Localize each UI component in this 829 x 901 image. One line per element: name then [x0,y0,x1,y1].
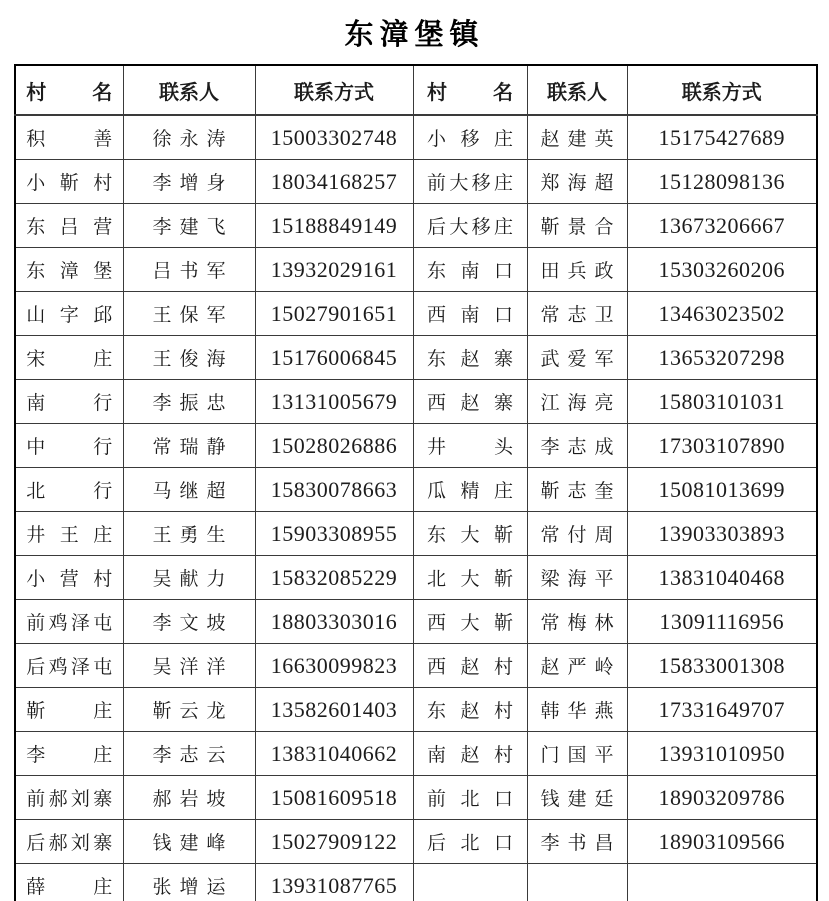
village-name: 积善 [26,129,113,150]
village-cell [15,160,123,204]
table-row [15,204,817,248]
phone-cell: 13831040468 [627,556,817,600]
village-cell [413,644,527,688]
contact-cell: 常志卫 [527,292,627,336]
table-row [15,556,817,600]
village-name: 西赵寨 [427,393,513,414]
village-name: 前郝刘寨 [26,789,113,810]
phone-cell: 17331649707 [627,688,817,732]
phone-cell: 13931010950 [627,732,817,776]
village-name: 后鸡泽屯 [26,657,113,678]
contact-cell: 王保军 [123,292,255,336]
village-name: 东赵村 [427,701,513,722]
header-row [15,65,817,115]
contact-cell: 钱建廷 [527,776,627,820]
phone-cell: 15028026886 [255,424,413,468]
header-cell-phone-right: 联系方式 [627,65,817,115]
phone-cell: 15027909122 [255,820,413,864]
village-name: 小移庄 [427,129,513,150]
header-village-label: 村名 [427,81,513,104]
contact-cell: 吴献力 [123,556,255,600]
contact-cell: 徐永涛 [123,115,255,160]
village-cell [413,688,527,732]
village-cell [413,820,527,864]
phone-cell [627,864,817,901]
village-name: 靳庄 [26,701,113,722]
contact-cell: 李增身 [123,160,255,204]
village-name: 井王庄 [26,525,113,546]
village-cell [15,204,123,248]
phone-cell: 13131005679 [255,380,413,424]
phone-cell: 15027901651 [255,292,413,336]
village-name: 宋庄 [26,349,113,370]
village-cell [413,468,527,512]
village-name: 西大靳 [427,613,513,634]
contact-cell: 韩华燕 [527,688,627,732]
village-cell [15,644,123,688]
village-cell [413,732,527,776]
village-name: 东大靳 [427,525,513,546]
phone-cell: 13673206667 [627,204,817,248]
village-cell [413,204,527,248]
phone-cell: 18034168257 [255,160,413,204]
village-name: 山字邱 [26,305,113,326]
phone-cell: 16630099823 [255,644,413,688]
phone-cell: 13831040662 [255,732,413,776]
phone-cell: 15803101031 [627,380,817,424]
phone-cell: 15303260206 [627,248,817,292]
header-village-label: 村名 [26,81,113,104]
village-name: 西赵村 [427,657,513,678]
table-row [15,644,817,688]
phone-cell: 15833001308 [627,644,817,688]
table-row [15,468,817,512]
village-cell [413,248,527,292]
phone-cell: 15903308955 [255,512,413,556]
contact-cell: 李志云 [123,732,255,776]
phone-cell: 13932029161 [255,248,413,292]
village-cell [413,160,527,204]
table-row [15,336,817,380]
village-name: 后大移庄 [427,217,513,238]
contact-cell: 门国平 [527,732,627,776]
table-row [15,776,817,820]
contact-cell: 赵严岭 [527,644,627,688]
header-cell-village-right [413,65,527,115]
village-name: 瓜精庄 [427,481,513,502]
village-cell [413,292,527,336]
contact-cell: 李建飞 [123,204,255,248]
contact-cell: 张增运 [123,864,255,901]
table-row [15,424,817,468]
contact-cell: 李振忠 [123,380,255,424]
contact-cell: 靳景合 [527,204,627,248]
village-cell [15,776,123,820]
contact-cell: 钱建峰 [123,820,255,864]
contact-cell: 吕书军 [123,248,255,292]
table-row [15,732,817,776]
village-cell [15,732,123,776]
contact-cell: 常瑞静 [123,424,255,468]
phone-cell: 15128098136 [627,160,817,204]
page-title: 东漳堡镇 [344,19,485,51]
village-cell [15,248,123,292]
phone-cell: 15003302748 [255,115,413,160]
village-name: 北大靳 [427,569,513,590]
phone-cell: 15830078663 [255,468,413,512]
phone-cell: 13653207298 [627,336,817,380]
village-cell [15,424,123,468]
village-cell [413,424,527,468]
village-cell [15,864,123,901]
phone-cell: 15176006845 [255,336,413,380]
table-body [15,115,817,901]
village-cell [15,556,123,600]
village-cell [413,512,527,556]
village-name: 李庄 [26,745,113,766]
village-cell [15,468,123,512]
village-cell [413,864,527,901]
contact-cell: 马继超 [123,468,255,512]
table-row [15,115,817,160]
village-cell [15,115,123,160]
village-cell [15,512,123,556]
phone-cell: 18803303016 [255,600,413,644]
village-name: 前北口 [427,789,513,810]
village-name: 东漳堡 [26,261,113,282]
table-row [15,512,817,556]
village-name: 后郝刘寨 [26,833,113,854]
table-row [15,160,817,204]
village-name: 小靳村 [26,173,113,194]
contact-cell: 靳志奎 [527,468,627,512]
contact-cell: 靳云龙 [123,688,255,732]
table-row [15,688,817,732]
village-name: 小营村 [26,569,113,590]
village-name: 前鸡泽屯 [26,613,113,634]
phone-cell: 13582601403 [255,688,413,732]
contacts-table [14,64,818,901]
village-name: 南行 [26,393,113,414]
contact-cell: 常梅林 [527,600,627,644]
table-row [15,248,817,292]
contact-cell: 王俊海 [123,336,255,380]
phone-cell: 13463023502 [627,292,817,336]
table-header [15,65,817,115]
contact-cell: 吴洋洋 [123,644,255,688]
village-name: 后北口 [427,833,513,854]
village-name: 北行 [26,481,113,502]
contact-cell: 常付周 [527,512,627,556]
village-cell [413,380,527,424]
village-cell [413,115,527,160]
village-cell [413,556,527,600]
phone-cell: 13931087765 [255,864,413,901]
village-cell [15,600,123,644]
contact-cell: 江海亮 [527,380,627,424]
village-cell [15,380,123,424]
contact-cell: 梁海平 [527,556,627,600]
village-cell [15,820,123,864]
phone-cell: 13903303893 [627,512,817,556]
phone-cell: 18903209786 [627,776,817,820]
village-cell [15,688,123,732]
village-name: 东赵寨 [427,349,513,370]
phone-cell: 18903109566 [627,820,817,864]
contact-cell: 李志成 [527,424,627,468]
village-name: 前大移庄 [427,173,513,194]
contact-cell: 李书昌 [527,820,627,864]
phone-cell: 17303107890 [627,424,817,468]
header-cell-phone-left: 联系方式 [255,65,413,115]
village-name: 东南口 [427,261,513,282]
contact-cell [527,864,627,901]
phone-cell: 15832085229 [255,556,413,600]
contact-cell: 武爱军 [527,336,627,380]
header-cell-contact-left: 联系人 [123,65,255,115]
phone-cell: 15188849149 [255,204,413,248]
village-name: 井头 [427,437,513,458]
village-name: 薛庄 [26,877,113,898]
phone-cell: 15081013699 [627,468,817,512]
contact-cell: 郑海超 [527,160,627,204]
contact-cell: 李文坡 [123,600,255,644]
village-cell [413,600,527,644]
table-row [15,292,817,336]
phone-cell: 13091116956 [627,600,817,644]
village-cell [15,292,123,336]
village-cell [413,776,527,820]
table-row [15,864,817,901]
village-name: 中行 [26,437,113,458]
contact-cell: 田兵政 [527,248,627,292]
village-name: 东吕营 [26,217,113,238]
village-cell [15,336,123,380]
contact-cell: 赵建英 [527,115,627,160]
header-cell-contact-right: 联系人 [527,65,627,115]
table-row [15,820,817,864]
contact-cell: 王勇生 [123,512,255,556]
header-cell-village-left [15,65,123,115]
village-name: 西南口 [427,305,513,326]
village-cell [413,336,527,380]
phone-cell: 15175427689 [627,115,817,160]
phone-cell: 15081609518 [255,776,413,820]
village-name: 南赵村 [427,745,513,766]
contact-cell: 郝岩坡 [123,776,255,820]
table-row [15,600,817,644]
table-row [15,380,817,424]
